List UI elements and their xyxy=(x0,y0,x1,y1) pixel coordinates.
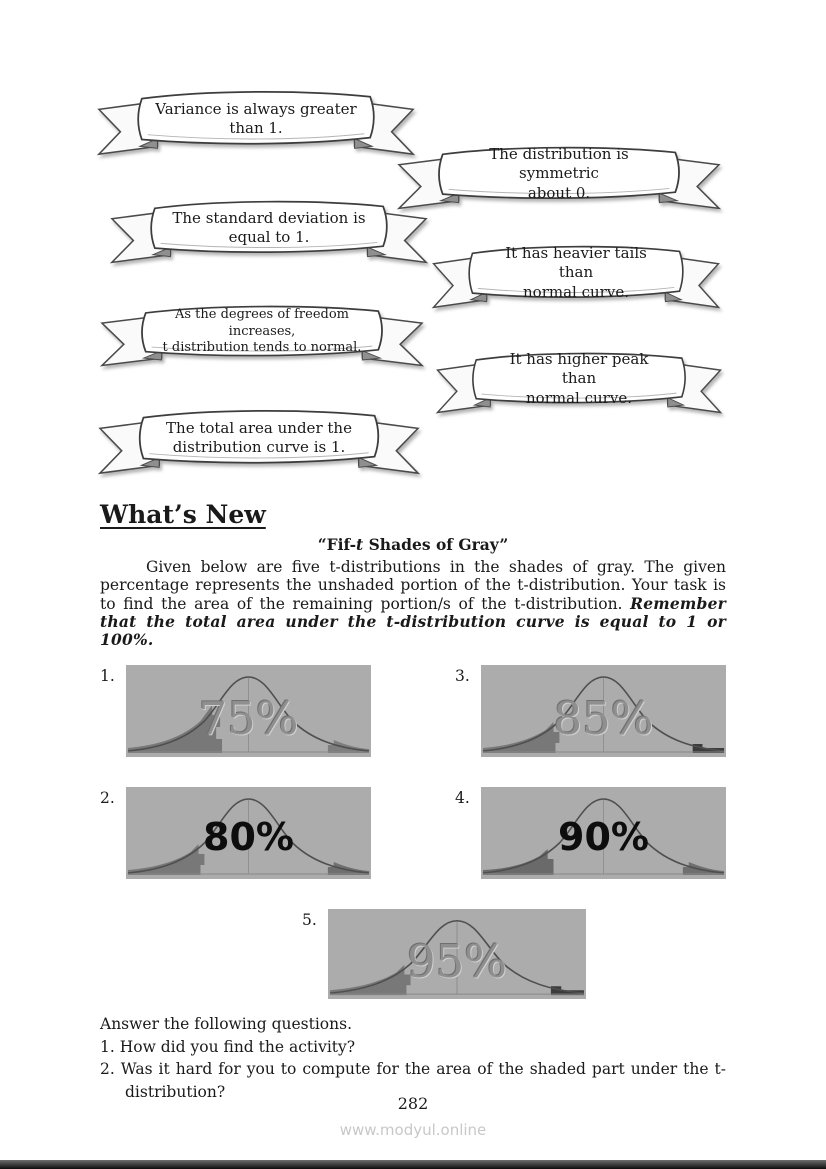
figure-item-5 xyxy=(302,909,586,999)
t-distribution-figure-90 xyxy=(481,787,726,879)
whats-new-heading: What’s New xyxy=(100,500,266,529)
percentage-label: 95% xyxy=(406,934,508,988)
banner-line: Variance is always greater xyxy=(155,99,357,118)
banner-line: normal curve. xyxy=(523,282,629,301)
percentage-label: 80% xyxy=(203,815,294,860)
figure-number-label: 3. xyxy=(455,667,470,686)
figure-row-2 xyxy=(100,787,726,879)
banner-line: normal curve. xyxy=(526,388,632,407)
banner-text xyxy=(96,405,422,479)
ribbon-banner-variance xyxy=(95,86,417,160)
figure-number-label: 2. xyxy=(100,789,115,808)
t-distribution-figure-75 xyxy=(126,665,371,757)
percentage-label: 75% xyxy=(198,691,299,745)
figure-item-4 xyxy=(455,787,726,879)
banner-line: equal to 1. xyxy=(228,228,310,246)
figure-row-1 xyxy=(100,665,726,757)
question-2: 2. Was it hard for you to compute for the area of the shaded part under the t-distribution? xyxy=(100,1060,726,1101)
banner-line: The total area under the xyxy=(166,418,352,437)
figure-item-1 xyxy=(100,665,371,757)
ribbon-banner-total-area xyxy=(96,405,422,479)
page-number: 282 xyxy=(397,1094,429,1113)
subtitle-italic-t: t xyxy=(356,535,364,554)
ribbon-banner-standard-deviation xyxy=(108,196,430,268)
intro-paragraph xyxy=(100,558,726,649)
figure-number-label: 5. xyxy=(302,911,317,930)
banner-text xyxy=(98,301,426,371)
banner-text xyxy=(430,241,722,313)
t-distribution-figure-80 xyxy=(126,787,371,879)
t-distribution-figure-95 xyxy=(328,909,586,999)
ribbon-banner-symmetric xyxy=(395,142,723,214)
banner-text xyxy=(95,86,417,160)
subtitle-post: Shades of Gray” xyxy=(363,535,509,554)
main-content xyxy=(100,500,726,1103)
ribbon-banner-degrees-of-freedom xyxy=(98,301,426,371)
banner-line: about 0. xyxy=(527,183,591,202)
t-distribution-figure-85 xyxy=(481,665,726,757)
figure-number-label: 4. xyxy=(455,789,470,808)
watermark: www.modyul.online xyxy=(339,1121,487,1139)
banner-line: The standard deviation is xyxy=(172,208,366,227)
intro-text: Given below are five t-distributions in the shades of gray. The given percentage represents the unshaded portion of the t-distribution. Your task is to find the area of the remaining portion/s of the t-distribution. xyxy=(100,558,726,613)
banner-line: The distribution is symmetric xyxy=(489,144,629,183)
banner-line: distribution curve is 1. xyxy=(172,438,346,456)
figure-number-label: 1. xyxy=(100,667,115,686)
intro-emphasis: Remember that the total area under the t-distribution curve is equal to 1 or 100%. xyxy=(100,593,726,650)
banner-text xyxy=(395,142,723,214)
banner-line: It has higher peak than xyxy=(509,349,649,388)
banner-section xyxy=(0,0,826,478)
activity-subtitle xyxy=(100,535,726,554)
figure-item-2 xyxy=(100,787,371,879)
banner-text xyxy=(434,348,724,418)
figure-item-3 xyxy=(455,665,726,757)
question-1: 1. How did you find the activity? xyxy=(100,1037,356,1056)
percentage-label: 90% xyxy=(558,815,649,860)
banner-line: As the degrees of freedom increases, xyxy=(174,306,349,339)
banner-text xyxy=(108,196,430,268)
ribbon-banner-heavier-tails xyxy=(430,241,722,313)
banner-line: It has heavier tails than xyxy=(505,243,647,282)
ribbon-banner-higher-peak xyxy=(434,348,724,418)
questions-section xyxy=(100,1013,726,1103)
banner-line: t distribution tends to normal. xyxy=(162,340,362,356)
bottom-edge-bar xyxy=(0,1160,826,1169)
questions-intro: Answer the following questions. xyxy=(100,1015,353,1034)
figure-row-3 xyxy=(302,909,726,999)
banner-line: than 1. xyxy=(229,119,283,137)
percentage-label: 85% xyxy=(553,691,654,745)
subtitle-pre: “Fif- xyxy=(317,535,357,554)
